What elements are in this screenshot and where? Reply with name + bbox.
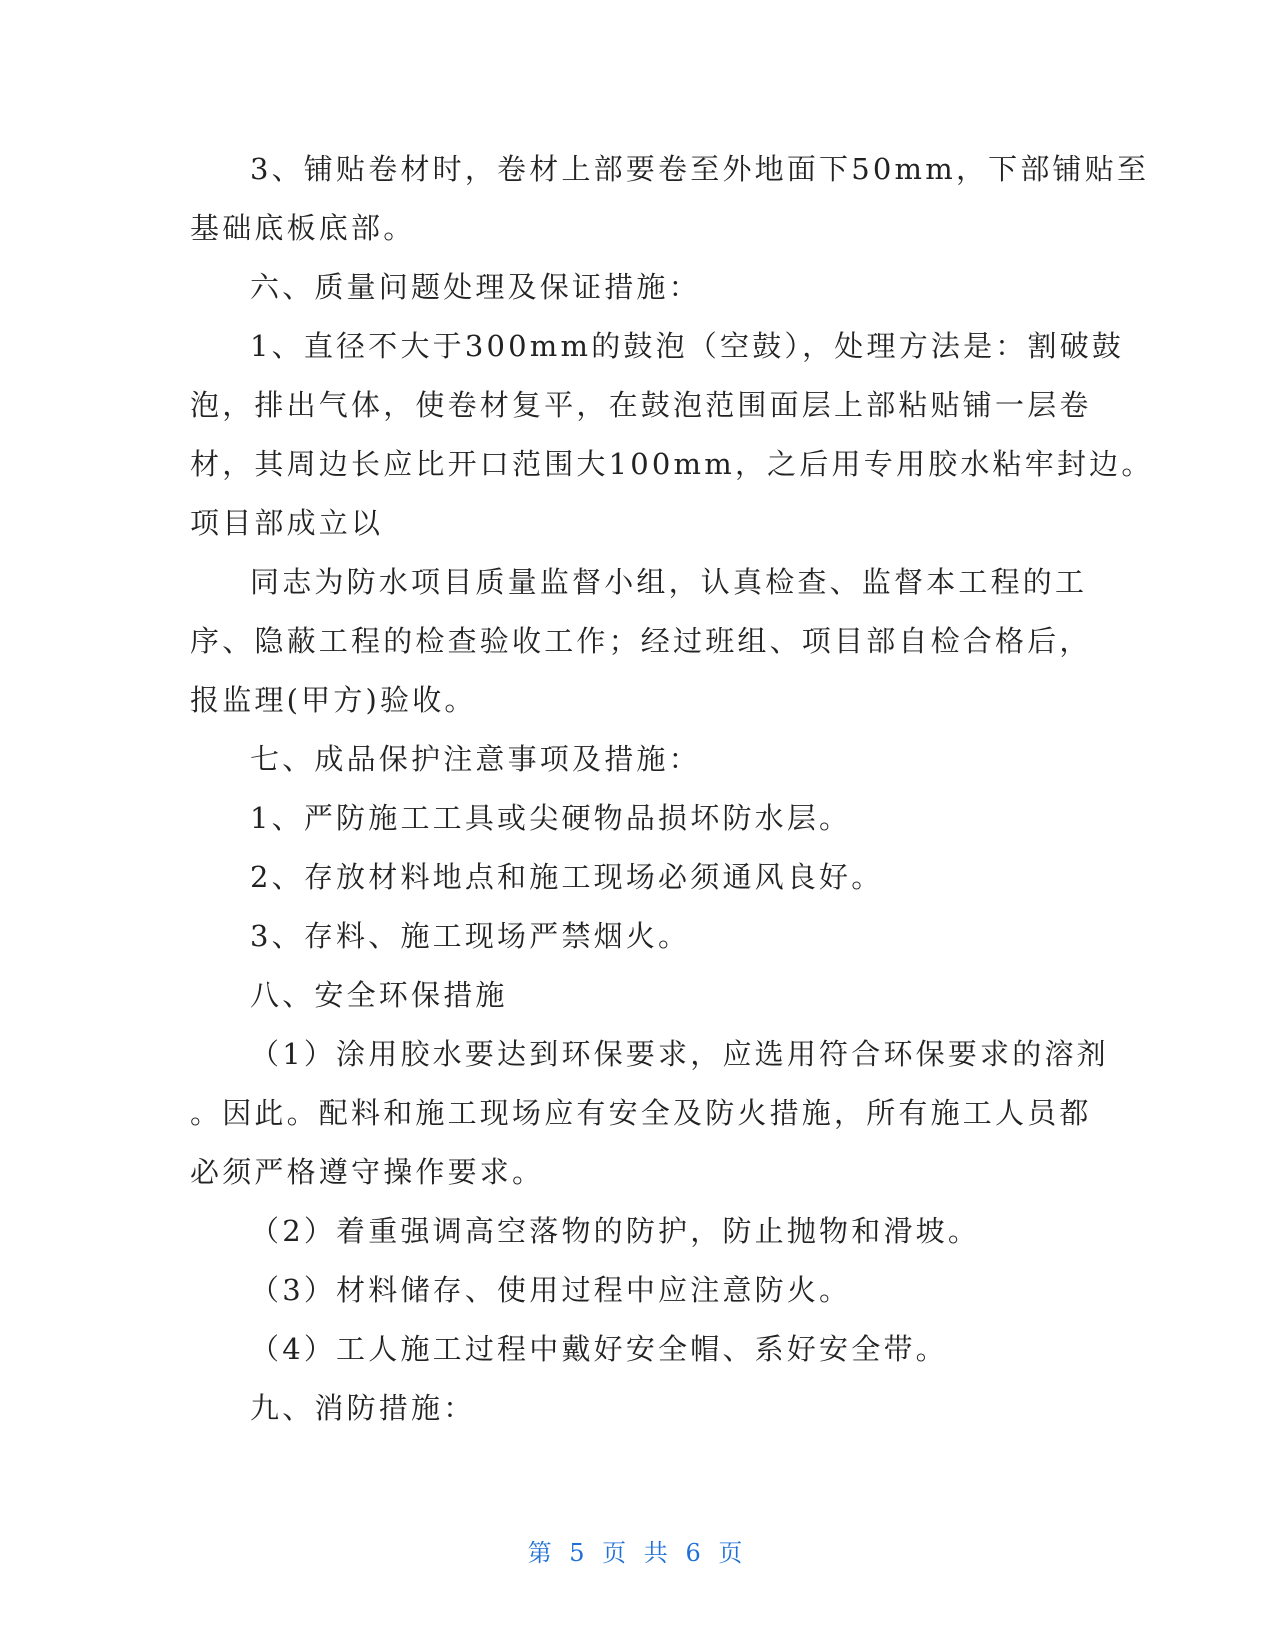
text-line: 六、质量问题处理及保证措施： (250, 270, 701, 304)
section-heading (190, 966, 1075, 1025)
paragraph (190, 1261, 1075, 1320)
paragraph (190, 317, 1154, 553)
paragraph (190, 848, 1075, 907)
text-line: 1、直径不大于300mm的鼓泡（空鼓），处理方法是：割破鼓 (250, 329, 1125, 363)
text-line: 序、隐蔽工程的检查验收工作；经过班组、项目部自检合格后， (190, 624, 1092, 658)
section-heading (190, 1379, 1075, 1438)
text-line: 3、存料、施工现场严禁烟火。 (250, 919, 691, 953)
text-line: 八、安全环保措施 (250, 978, 508, 1012)
text-line: 。因此。配料和施工现场应有安全及防火措施，所有施工人员都 (190, 1096, 1092, 1130)
paragraph (190, 1202, 1075, 1261)
paragraph (190, 1320, 1075, 1379)
text-line: 泡，排出气体，使卷材复平，在鼓泡范围面层上部粘贴铺一层卷 (190, 388, 1092, 422)
section-heading (190, 258, 1075, 317)
paragraph (190, 1025, 1109, 1202)
text-line: 3、铺贴卷材时，卷材上部要卷至外地面下50mm，下部铺贴至 (250, 152, 1150, 186)
text-line: （4）工人施工过程中戴好安全帽、系好安全带。 (250, 1332, 948, 1366)
text-line: 七、成品保护注意事项及措施： (250, 742, 701, 776)
paragraph (190, 789, 1075, 848)
text-line: （2）着重强调高空落物的防护，防止抛物和滑坡。 (250, 1214, 981, 1248)
text-line: 材，其周边长应比开口范围大100mm，之后用专用胶水粘牢封边。 (190, 447, 1154, 481)
document-body (190, 140, 1154, 1438)
paragraph (190, 140, 1150, 258)
text-line: 必须严格遵守操作要求。 (190, 1155, 545, 1189)
text-line: 项目部成立以 (190, 506, 384, 540)
section-heading (190, 730, 1075, 789)
paragraph (190, 553, 1092, 730)
text-line: 2、存放材料地点和施工现场必须通风良好。 (250, 860, 884, 894)
text-line: 报监理(甲方)验收。 (190, 683, 477, 717)
text-line: 1、严防施工工具或尖硬物品损坏防水层。 (250, 801, 852, 835)
text-line: 同志为防水项目质量监督小组，认真检查、监督本工程的工 (250, 565, 1088, 599)
paragraph (190, 907, 1075, 966)
page-number-footer: 第 5 页 共 6 页 (527, 1539, 748, 1567)
text-line: （1）涂用胶水要达到环保要求，应选用符合环保要求的溶剂 (250, 1037, 1109, 1071)
text-line: 基础底板底部。 (190, 211, 416, 245)
text-line: （3）材料储存、使用过程中应注意防火。 (250, 1273, 852, 1307)
text-line: 九、消防措施： (250, 1391, 476, 1425)
